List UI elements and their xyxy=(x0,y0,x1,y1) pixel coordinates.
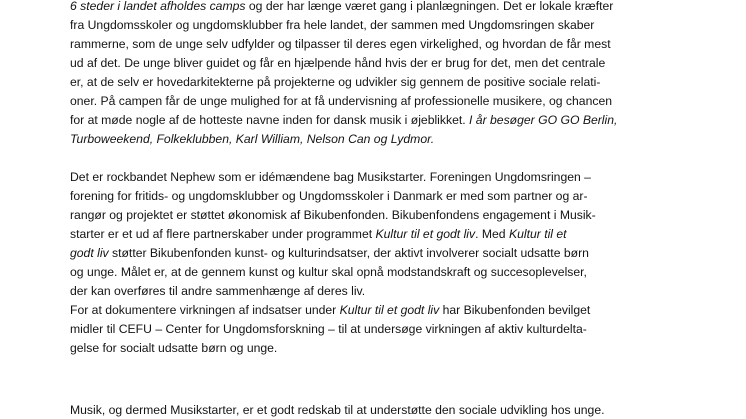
text-span: rammerne, som de unge selv udfylder og tilpasser til deres egen virkelighed, og hvordan de får mest xyxy=(70,37,611,51)
text-line xyxy=(70,34,611,54)
text-span: og unge. Målet er, at de gennem kunst og kultur skal opnå modstandskraft og succesoplevelser, xyxy=(70,265,587,279)
text-line xyxy=(70,262,587,282)
text-line xyxy=(70,400,605,419)
text-line xyxy=(70,319,587,339)
text-span: forening for fritids- og ungdomsklubber og Ungdomsskoler i Danmark er med som partner og ar- xyxy=(70,189,588,203)
text-span: har Bikubenfonden bevilget xyxy=(439,303,591,317)
text-span: starter er et ud af flere partnerskaber under programmet xyxy=(70,227,376,241)
text-span: Kultur til et godt liv xyxy=(339,303,440,317)
text-line xyxy=(70,91,612,111)
text-span: og der har længe været gang i planlægningen. Det er lokale kræfter xyxy=(245,0,614,13)
text-line xyxy=(70,205,596,225)
text-span: for at møde nogle af de hotteste navne inden for dansk musik i øjeblikket. xyxy=(70,113,470,127)
text-line xyxy=(70,281,365,301)
text-span: Turboweekend, Folkeklubben, Karl William, Nelson Can og Lydmor. xyxy=(70,132,435,146)
text-span: fra Ungdomsskoler og ungdomsklubber fra hele landet, der sammen med Ungdomsringen skaber xyxy=(70,18,595,32)
text-line xyxy=(70,72,600,92)
text-line xyxy=(70,0,613,16)
text-span: oner. På campen får de unge mulighed for at få undervisning af professionelle musikere, og chancen xyxy=(70,94,612,108)
text-span: I år besøger GO GO Berlin, xyxy=(469,113,618,127)
text-span: der kan overføres til andre sammenhænge af deres liv. xyxy=(70,284,366,298)
text-span: er, at de selv er hovedarkitekterne på projekterne og udvikler sig gennem de positive sociale relati- xyxy=(70,75,601,89)
text-line xyxy=(70,53,605,73)
text-span: Kultur til et godt liv xyxy=(375,227,476,241)
text-span: Musik, og dermed Musikstarter, er et godt redskab til at understøtte den sociale udvikling hos unge. xyxy=(70,403,605,417)
text-line xyxy=(70,167,591,187)
text-span: ud af det. De unge bliver guidet og får en hjælpende hånd hvis der er brug for det, men det centrale xyxy=(70,56,606,70)
text-line xyxy=(70,110,617,130)
text-span: 6 steder i landet afholdes camps xyxy=(70,0,246,13)
text-span: godt liv xyxy=(70,246,109,260)
text-span: Det er rockbandet Nephew som er idémændene bag Musikstarter. Foreningen Ungdomsringen – xyxy=(70,170,591,184)
text-line xyxy=(70,243,589,263)
text-span: For at dokumentere virkningen af indsatser under xyxy=(70,303,340,317)
text-line xyxy=(70,338,277,358)
text-span: Kultur til et xyxy=(508,227,567,241)
text-line xyxy=(70,186,588,206)
text-span: støtter Bikubenfonden kunst- og kulturindsatser, der aktivt involverer socialt udsatte børn xyxy=(108,246,589,260)
text-span: gelse for socialt udsatte børn og unge. xyxy=(70,341,278,355)
text-span: midler til CEFU – Center for Ungdomsforskning – til at undersøge virkningen af aktiv kulturdelta- xyxy=(70,322,587,336)
text-span: rangør og projektet er støttet økonomisk af Bikubenfonden. Bikubenfondens engagement i Musik- xyxy=(70,208,596,222)
text-span: . Med xyxy=(475,227,509,241)
text-line xyxy=(70,129,434,149)
text-line xyxy=(70,15,594,35)
text-line xyxy=(70,300,590,320)
text-line xyxy=(70,224,567,244)
